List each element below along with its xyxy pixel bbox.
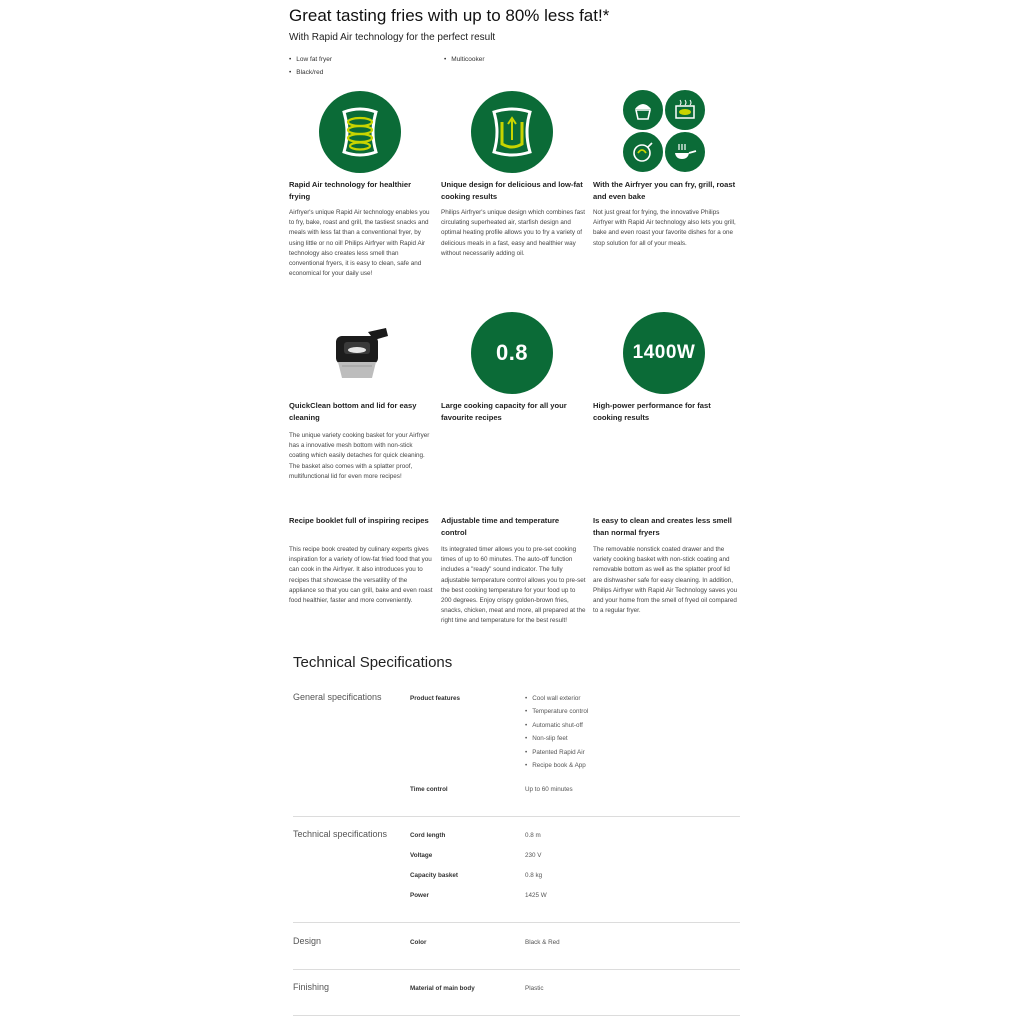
spec-value-cord-length: 0.8 m	[525, 832, 541, 839]
feature-heading: With the Airfryer you can fry, grill, roast and even bake	[593, 180, 736, 201]
fry-pan-icon	[664, 131, 706, 173]
section-divider	[293, 1015, 740, 1016]
spec-label-color: Color	[410, 939, 427, 946]
specs-category-general: General specifications	[293, 692, 382, 702]
feature-heading: Recipe booklet full of inspiring recipes	[289, 516, 429, 525]
spec-label-cord-length: Cord length	[410, 832, 446, 839]
spec-label-capacity-basket: Capacity basket	[410, 872, 458, 879]
spec-feature-item: • Recipe book & App	[525, 762, 586, 769]
spec-value-time-control: Up to 60 minutes	[525, 786, 573, 793]
feature-body: Philips Airfryer's unique design which combines fast circulating superheated air, starfish design and optimal heating profile allows you to fry a variety of delicious meals in a fast, easy and healthier way without necessarily adding oil.	[441, 209, 586, 257]
starfish-design-icon	[471, 91, 553, 173]
spec-label-time-control: Time control	[410, 786, 448, 793]
spec-value-capacity-basket: 0.8 kg	[525, 872, 543, 879]
feature-heading: High-power performance for fast cooking results	[593, 401, 711, 422]
bullet-multicooker: • Multicooker	[444, 56, 485, 63]
feature-body: This recipe book created by culinary experts gives inspiration for a variety of low-fat fried food that you can cook in the Airfryer. It also introduces you to recipes that showcase the versatility of the appliance so that you can grill, bake and even roast food healthier, faster and more conveniently.	[289, 546, 433, 605]
feature-heading: Unique design for delicious and low-fat cooking results	[441, 180, 583, 201]
page-title: Great tasting fries with up to 80% less fat!*	[289, 6, 610, 25]
feature-heading: Rapid Air technology for healthier frying	[289, 180, 412, 201]
bake-muffin-icon	[622, 89, 664, 131]
basket-image	[330, 326, 392, 382]
page-subtitle: With Rapid Air technology for the perfect result	[289, 32, 496, 43]
feature-body: Its integrated timer allows you to pre-set cooking times of up to 60 minutes. The auto-off function includes a "ready" sound indicator. The fully adjustable temperature control allows you to pre-set the best cooking temperature for your food up to 200 degrees. Enjoy crispy golden-brown fries, snacks, chicken, meat and more, all prepared at the right time and temperature for the best result!	[441, 546, 586, 625]
spec-label-material: Material of main body	[410, 985, 475, 992]
rapid-air-coil-icon	[319, 91, 401, 173]
spec-value-color: Black & Red	[525, 939, 560, 946]
roast-chicken-icon	[622, 131, 664, 173]
power-badge	[623, 312, 705, 394]
capacity-badge	[471, 312, 553, 394]
feature-body: The unique variety cooking basket for your Airfryer has a innovative mesh bottom with non-stick coating which easily detaches for quick cleaning. The basket also comes with a splatter proof, multifunctional lid for even more recipes!	[289, 432, 430, 480]
section-divider	[293, 922, 740, 923]
spec-label-power: Power	[410, 892, 429, 899]
feature-body: The removable nonstick coated drawer and the variety cooking basket with non-stick coating and removable bottom as well as the splatter proof lid are dishwasher safe for easy cleaning. In addition, Philips Airfryer with Rapid Air Technology saves you and your home from the smell of fryed oil compared to a regular fryer.	[593, 546, 738, 615]
feature-heading: QuickClean bottom and lid for easy cleaning	[289, 401, 417, 422]
spec-feature-item: • Temperature control	[525, 708, 588, 715]
grill-icon	[664, 89, 706, 131]
bullet-color: • Black/red	[289, 69, 323, 76]
spec-feature-item: • Automatic shut-off	[525, 722, 583, 729]
feature-heading: Large cooking capacity for all your favourite recipes	[441, 401, 567, 422]
spec-label-voltage: Voltage	[410, 852, 433, 859]
spec-feature-item: • Cool wall exterior	[525, 695, 581, 702]
feature-heading: Adjustable time and temperature control	[441, 516, 560, 537]
fry-grill-roast-bake-icon	[622, 89, 708, 175]
feature-heading: Is easy to clean and creates less smell than normal fryers	[593, 516, 732, 537]
spec-value-material: Plastic	[525, 985, 544, 992]
spec-value-power: 1425 W	[525, 892, 547, 899]
specs-category-technical: Technical specifications	[293, 829, 388, 839]
section-divider	[293, 816, 740, 817]
specs-category-design: Design	[293, 936, 322, 946]
feature-body: Airfryer's unique Rapid Air technology enables you to fry, bake, roast and grill, the tastiest snacks and meals with less fat than a conventional fryer, by using little or no oil! Philips Airfryer with Rapid Air technology also creates less smell than conventional fryers, it is easy to clean, safe and economical for your daily use!	[289, 209, 430, 278]
spec-value-voltage: 230 V	[525, 852, 542, 859]
feature-body: Not just great for frying, the innovative Philips Airfryer with Rapid Air technology also lets you grill, bake and even roast your favorite dishes for a one stop solution for all of your meals.	[593, 209, 736, 247]
bullet-low-fat: • Low fat fryer	[289, 56, 332, 63]
specs-category-finishing: Finishing	[293, 982, 330, 992]
spec-feature-item: • Non-slip feet	[525, 735, 568, 742]
section-divider	[293, 969, 740, 970]
power-badge-text: 1400W	[632, 342, 696, 363]
capacity-badge-text: 0.8	[495, 340, 529, 365]
specs-title: Technical Specifications	[293, 654, 453, 671]
spec-label-product-features: Product features	[410, 695, 461, 702]
spec-feature-item: • Patented Rapid Air	[525, 749, 585, 756]
